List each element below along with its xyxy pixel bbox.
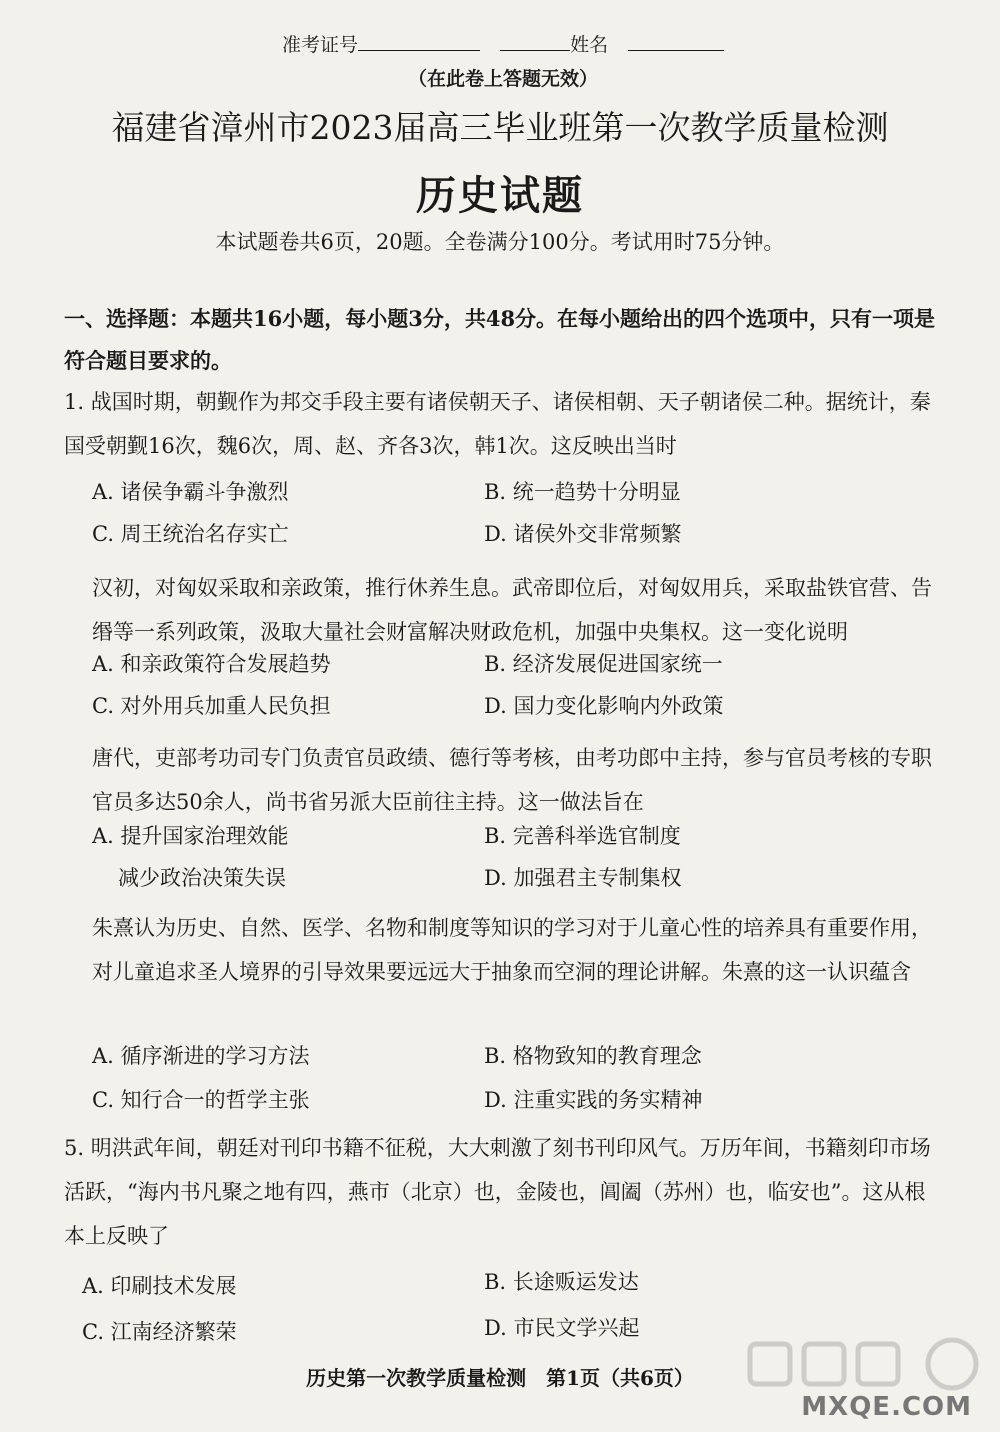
question-stem: 汉初，对匈奴采取和亲政策，推行休养生息。武帝即位后，对匈奴用兵，采取盐铁官营、告缗等一系列政策，汲取大量社会财富解决财政危机，加强中央集权。这一变化说明 [92,576,932,644]
question-stem: 朱熹认为历史、自然、医学、名物和制度等知识的学习对于儿童心性的培养具有重要作用，对儿童追求圣人境界的引导效果要远远大于抽象而空洞的理论讲解。朱熹的这一认识蕴含 [92,916,932,984]
question-3 [92,736,944,824]
name-blank [628,32,724,51]
invalid-notice: （在此卷上答题无效） [408,68,599,90]
option-c: C. 周王统治名存实亡 [92,522,289,546]
option-d: D. 市民文学兴起 [484,1316,640,1340]
option-d: D. 加强君主专制集权 [484,866,682,890]
question-5 [64,1126,944,1258]
option-d: D. 国力变化影响内外政策 [484,694,724,718]
option-c: C. 知行合一的哲学主张 [92,1088,310,1112]
question-stem: 战国时期，朝觐作为邦交手段主要有诸侯朝天子、诸侯相朝、天子朝诸侯二种。据统计，秦国受朝觐16次，魏6次，周、赵、齐各3次，韩1次。这反映出当时 [64,390,931,458]
section-heading: 一、选择题：本题共16小题，每小题3分，共48分。在每小题给出的四个选项中，只有一项是符合题目要求的。 [64,306,936,373]
option-c: C. 江南经济繁荣 [82,1320,237,1344]
exam-id-row [282,30,724,57]
option-d: D. 诸侯外交非常频繁 [484,522,682,546]
option-b: B. 长途贩运发达 [484,1270,639,1294]
option-a: A. 印刷技术发展 [82,1274,237,1298]
question-2 [92,566,944,654]
exam-intro: 本试题卷共6页，20题。全卷满分100分。考试用时75分钟。 [215,230,785,254]
exam-id-label: 准考证号 [282,34,359,56]
exam-id-blank [358,32,480,51]
option-a: A. 提升国家治理效能 [92,824,289,848]
question-number: 5. [64,1136,85,1160]
watermark-url: MXQE.COM [801,1392,972,1422]
option-b: B. 经济发展促进国家统一 [484,652,723,676]
question-stem: 明洪武年间，朝廷对刊印书籍不征税，大大刺激了刻书刊印风气。万历年间，书籍刻印市场活跃，“海内书凡聚之地有四，燕市（北京）也，金陵也，阊阖（苏州）也，临安也”。这从根本上反映了 [64,1136,931,1248]
exam-title: 福建省漳州市2023届高三毕业班第一次教学质量检测 [111,108,889,147]
question-1 [64,380,944,468]
question-stem: 唐代，吏部考功司专门负责官员政绩、德行等考核，由考功郎中主持，参与官员考核的专职官员多达50余人，尚书省另派大臣前往主持。这一做法旨在 [92,746,932,814]
option-a: A. 和亲政策符合发展趋势 [92,652,331,676]
subject-title: 历史试题 [416,172,584,219]
name-label: 姓名 [570,34,609,56]
option-b: B. 格物致知的教育理念 [484,1044,702,1068]
option-c: C. 对外用兵加重人民负担 [92,694,331,718]
option-c: 减少政治决策失误 [118,866,286,890]
option-a: A. 循序渐进的学习方法 [92,1044,310,1068]
option-b: B. 完善科举选官制度 [484,824,681,848]
exam-id-blank-2 [500,32,570,51]
page-footer: 历史第一次教学质量检测 第1页（共6页） [306,1366,694,1390]
question-number: 1. [64,390,85,414]
option-b: B. 统一趋势十分明显 [484,480,681,504]
option-d: D. 注重实践的务实精神 [484,1088,703,1112]
question-4 [92,906,944,994]
option-a: A. 诸侯争霸斗争激烈 [92,480,289,504]
